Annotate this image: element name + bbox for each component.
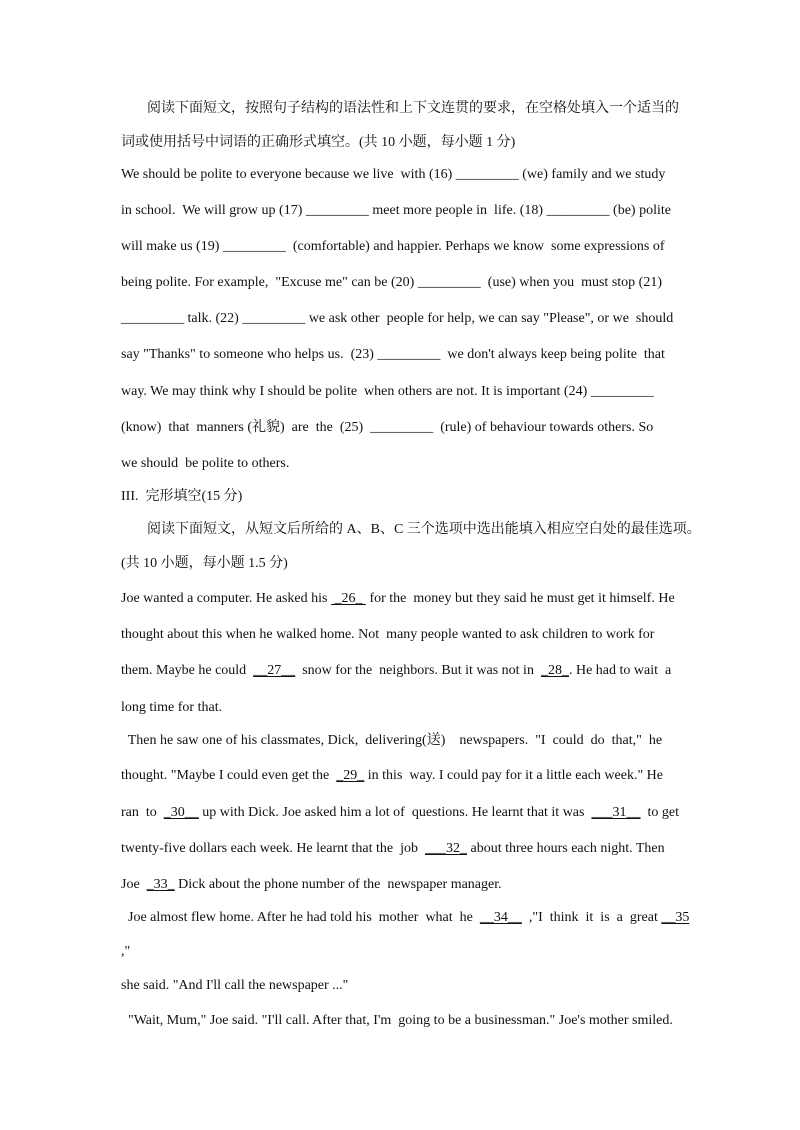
text: about three hours each night. Then bbox=[467, 841, 665, 856]
text: for the money but they said he must get it himself. He bbox=[365, 591, 675, 606]
blank-28: _28_ bbox=[540, 663, 569, 678]
passage2-line: Then he saw one of his classmates, Dick, delivering(送) newspapers. "I could do that," he bbox=[121, 733, 663, 748]
text: thought. "Maybe I could even get the bbox=[121, 768, 337, 783]
blank-30: _30__ bbox=[163, 805, 199, 820]
blank-32: ___32_ bbox=[425, 841, 467, 856]
text: Joe almost flew home. After he had told his mother what he bbox=[121, 910, 480, 925]
passage2-line bbox=[121, 590, 675, 608]
text: them. Maybe he could bbox=[121, 663, 254, 678]
passage2-line bbox=[121, 662, 671, 680]
blank-33: _33_ bbox=[146, 877, 175, 892]
passage2-line bbox=[121, 876, 502, 894]
text: Joe wanted a computer. He asked his bbox=[121, 591, 331, 606]
blank-34: __34__ bbox=[479, 910, 522, 925]
passage2-line: she said. "And I'll call the newspaper ..." bbox=[121, 978, 349, 993]
section2-instruction-line1: 阅读下面短文，按照句子结构的语法性和上下文连贯的要求，在空格处填入一个适当的 bbox=[147, 101, 679, 116]
passage1-line: (know) that manners (礼貌) are the (25) _________ (rule) of behaviour towards others. So bbox=[121, 420, 654, 435]
passage1-line: say "Thanks" to someone who helps us. (23) _________ we don't always keep being polite that bbox=[121, 347, 665, 362]
passage2-line bbox=[121, 909, 689, 927]
blank-31: ___31__ bbox=[591, 805, 641, 820]
section3-heading: III. 完形填空(15 分) bbox=[121, 489, 243, 504]
passage2-line: ," bbox=[121, 944, 131, 959]
text: snow for the neighbors. But it was not in bbox=[295, 663, 541, 678]
text: . He had to wait a bbox=[568, 663, 672, 678]
text: twenty-five dollars each week. He learnt that the job bbox=[121, 841, 425, 856]
passage2-line: "Wait, Mum," Joe said. "I'll call. After that, I'm going to be a businessman." Joe's mother smiled. bbox=[121, 1013, 673, 1028]
blank-35: __35 bbox=[661, 910, 690, 925]
passage1-line: will make us (19) _________ (comfortable) and happier. Perhaps we know some expressions of bbox=[121, 239, 665, 254]
section3-instruction-line1: 阅读下面短文，从短文后所给的 A、B、C 三个选项中选出能填入相应空白处的最佳选项。 bbox=[147, 522, 701, 537]
passage1-line: being polite. For example, "Excuse me" can be (20) _________ (use) when you must stop (21) bbox=[121, 275, 662, 290]
text: in this way. I could pay for it a little each week." He bbox=[364, 768, 663, 783]
text: ,"I think it is a great bbox=[521, 910, 662, 925]
passage1-line: way. We may think why I should be polite when others are not. It is important (24) _________ bbox=[121, 384, 654, 399]
text: Dick about the phone number of the newspaper manager. bbox=[174, 877, 502, 892]
passage2-line bbox=[121, 840, 665, 858]
passage1-line: We should be polite to everyone because we live with (16) _________ (we) family and we study bbox=[121, 167, 666, 182]
passage2-line: thought about this when he walked home. Not many people wanted to ask children to work for bbox=[121, 627, 655, 642]
text: up with Dick. Joe asked him a lot of questions. He learnt that it was bbox=[198, 805, 592, 820]
text: to get bbox=[640, 805, 679, 820]
section2-instruction-line2: 词或使用括号中词语的正确形式填空。(共 10 小题，每小题 1 分) bbox=[121, 135, 516, 150]
passage1-line: _________ talk. (22) _________ we ask other people for help, we can say "Please", or we should bbox=[121, 311, 674, 326]
passage2-line: long time for that. bbox=[121, 700, 223, 715]
text: ran to bbox=[121, 805, 164, 820]
passage1-line: in school. We will grow up (17) _________ meet more people in life. (18) _________ (be) polite bbox=[121, 203, 671, 218]
blank-27: __27__ bbox=[253, 663, 296, 678]
blank-29: _29_ bbox=[336, 768, 365, 783]
passage2-line bbox=[121, 767, 663, 785]
section3-instruction-line2: (共 10 小题，每小题 1.5 分) bbox=[121, 556, 288, 571]
passage1-line: we should be polite to others. bbox=[121, 456, 290, 471]
blank-26: _26_ bbox=[330, 591, 366, 606]
text: Joe bbox=[121, 877, 147, 892]
passage2-line bbox=[121, 804, 679, 822]
